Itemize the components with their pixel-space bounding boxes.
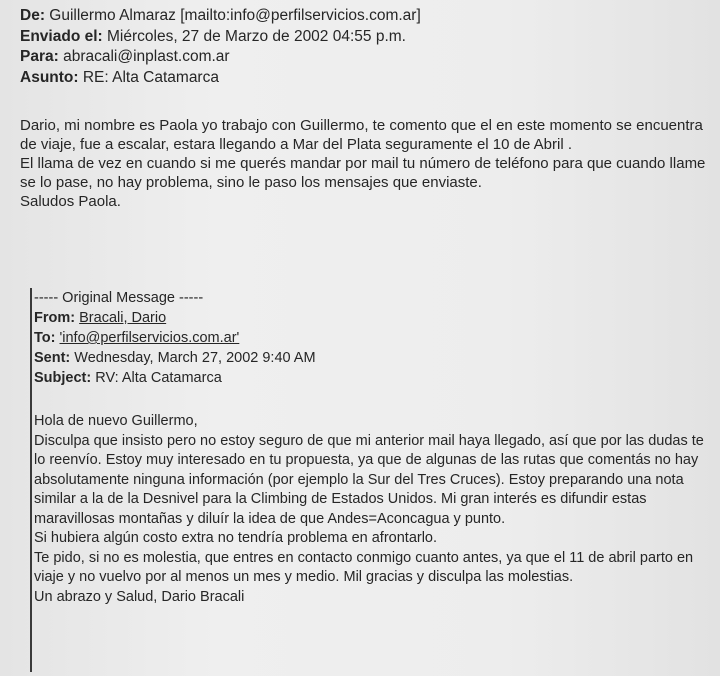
original-paragraph: Disculpa que insisto pero no estoy seguro de que mi anterior mail haya llegado, así que por las dudas te lo reenvío. Estoy muy interesado en tu propuesta, ya que de algunas de las rutas que comentás no hay absolutamente ninguna información (por ejemplo la Sur del Tres Cruces). Estoy preparando una nota similar a la de la Desnivel para la Climbing de Estados Unidos. Mi gran interés es difundir estas maravillosas montañas y diluír la idea de que Andes=Aconcagua y punto.: [34, 432, 704, 527]
reply-header: [20, 6, 421, 88]
reply-paragraph: Dario, mi nombre es Paola yo trabajo con Guillermo, te comento que el en este momento se encuentra de viaje, fue a escalar, estara llegando a Mar del Plata seguramente el 10 de Abril .: [20, 117, 703, 153]
original-paragraph: Te pido, si no es molestia, que entres en contacto conmigo cuanto antes, ya que el 11 de abril parto en viaje y no vuelvo por al menos un mes y medio. Mil gracias y disculpa las molestias.: [34, 549, 694, 585]
original-sent-label: Sent:: [34, 350, 71, 366]
original-from-value: Bracali, Dario: [79, 310, 167, 326]
reply-signoff: Saludos Paola.: [20, 193, 121, 210]
from-label: De:: [20, 7, 45, 24]
original-paragraph: Si hubiera algún costo extra no tendría problema en afrontarlo.: [34, 530, 438, 546]
original-signoff: Un abrazo y Salud, Dario Bracali: [34, 588, 245, 605]
sent-value: Miércoles, 27 de Marzo de 2002 04:55 p.m.: [107, 27, 406, 45]
to-label: Para:: [20, 48, 59, 65]
original-to-row: [34, 328, 716, 348]
original-subject-label: Subject:: [34, 370, 92, 386]
sent-row: [20, 27, 421, 48]
from-value: Guillermo Almaraz [mailto:info@perfilservicios.com.ar]: [49, 7, 421, 24]
subject-label: Asunto:: [20, 68, 79, 86]
original-sent-row: [34, 348, 716, 368]
subject-value: RE: Alta Catamarca: [82, 68, 219, 86]
original-subject-value: RV: Alta Catamarca: [95, 370, 222, 386]
original-sent-value: Wednesday, March 27, 2002 9:40 AM: [74, 350, 316, 366]
original-from-label: From:: [34, 310, 76, 326]
original-to-value: 'info@perfilservicios.com.ar': [59, 330, 240, 346]
original-to-label: To:: [34, 330, 56, 346]
subject-row: [20, 68, 421, 89]
original-separator: ----- Original Message -----: [34, 290, 204, 306]
to-value: abracali@inplast.com.ar: [63, 48, 230, 65]
original-header: [34, 288, 716, 388]
original-body: [34, 412, 716, 607]
original-subject-row: [34, 368, 716, 388]
to-row: [20, 47, 421, 68]
from-row: [20, 6, 421, 27]
reply-body: [20, 116, 710, 211]
original-greeting: Hola de nuevo Guillermo,: [34, 413, 198, 429]
sent-label: Enviado el:: [20, 27, 103, 45]
reply-paragraph: El llama de vez en cuando si me querés mandar por mail tu número de teléfono para que cuando llame se lo pase, no hay problema, sino le paso los mensajes que enviaste.: [20, 155, 706, 191]
quoted-original-message: [30, 288, 716, 672]
original-from-row: [34, 308, 716, 328]
